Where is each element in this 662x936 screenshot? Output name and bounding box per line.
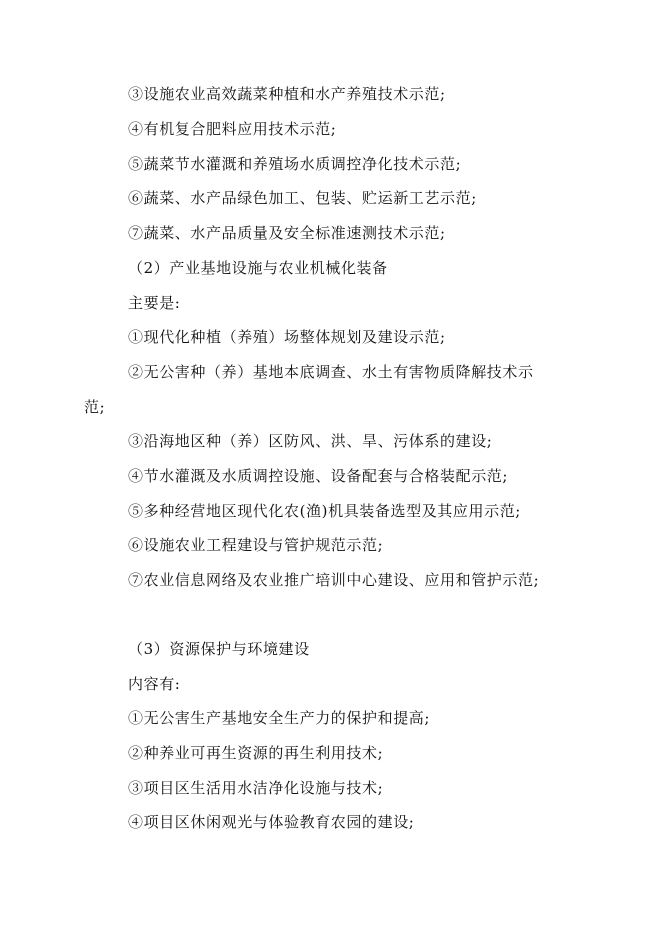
list-item: ③设施农业高效蔬菜种植和水产养殖技术示范; <box>128 85 446 103</box>
list-item: ②无公害种（养）基地本底调查、水土有害物质降解技术示 <box>128 363 534 381</box>
list-item: ⑥设施农业工程建设与管护规范示范; <box>128 536 384 554</box>
list-item: ③项目区生活用水洁净化设施与技术; <box>128 779 384 797</box>
list-item: ⑤蔬菜节水灌溉和养殖场水质调控净化技术示范; <box>128 155 462 173</box>
list-item: ①现代化种植（养殖）场整体规划及建设示范; <box>128 328 446 346</box>
list-item: ②种养业可再生资源的再生利用技术; <box>128 744 384 762</box>
list-item: ①无公害生产基地安全生产力的保护和提高; <box>128 709 431 727</box>
section-heading: （2）产业基地设施与农业机械化装备 <box>128 259 388 277</box>
section-heading: （3）资源保护与环境建设 <box>128 640 310 658</box>
list-item: ③沿海地区种（养）区防风、洪、旱、污体系的建设; <box>128 432 493 450</box>
list-item: ④有机复合肥料应用技术示范; <box>128 120 337 138</box>
list-item: ④节水灌溉及水质调控设施、设备配套与合格装配示范; <box>128 467 509 485</box>
list-item-continuation: 范; <box>84 398 106 416</box>
section-intro: 主要是: <box>128 294 181 312</box>
list-item: ④项目区休闲观光与体验教育农园的建设; <box>128 813 415 831</box>
list-item: ⑦蔬菜、水产品质量及安全标准速测技术示范; <box>128 224 446 242</box>
section-intro: 内容有: <box>128 675 181 693</box>
list-item: ⑦农业信息网络及农业推广培训中心建设、应用和管护示范; <box>128 571 540 589</box>
list-item: ⑥蔬菜、水产品绿色加工、包装、贮运新工艺示范; <box>128 189 477 207</box>
list-item: ⑤多种经营地区现代化农(渔)机具装备选型及其应用示范; <box>128 502 521 520</box>
